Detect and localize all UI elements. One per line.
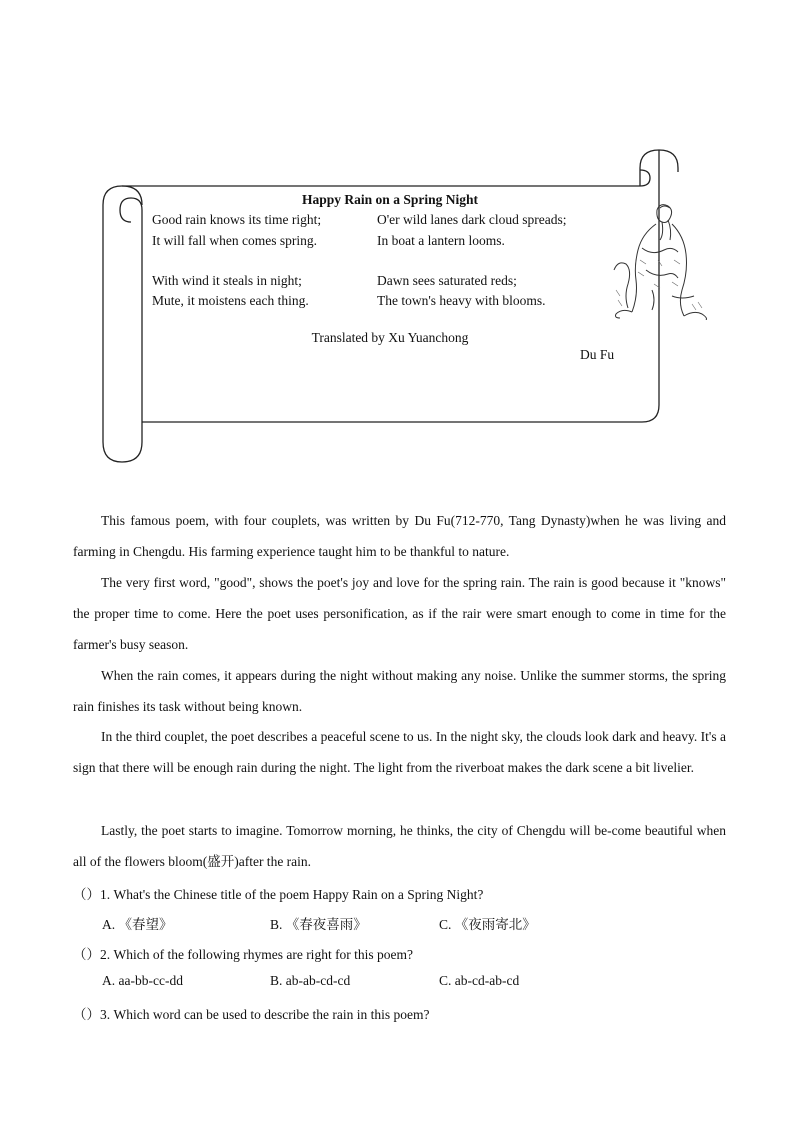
question-3: （）3. Which word can be used to describe the rain in this poem? [73, 1007, 430, 1022]
poem-line: It will fall when comes spring. [152, 233, 317, 248]
poem-translator: Translated by Xu Yuanchong [311, 330, 469, 345]
question-2: （）2. Which of the following rhymes are right for this poem? [73, 947, 414, 962]
poem-line: Dawn sees saturated reds; [377, 273, 517, 288]
option-c: C. 《夜雨寄北》 [439, 917, 536, 932]
poet-illustration [612, 200, 710, 320]
option-a: A. aa-bb-cc-dd [102, 973, 183, 988]
poem-author: Du Fu [580, 347, 615, 362]
question-1: （）1. What's the Chinese title of the poem Happy Rain on a Spring Night? [73, 887, 484, 902]
body-paragraph: Lastly, the poet starts to imagine. Tomorrow morning, he thinks, the city of Chengdu will be-come beautiful when all of the flowers bloom(盛开)after the rain. [73, 823, 726, 869]
body-paragraph: This famous poem, with four couplets, was written by Du Fu(712-770, Tang Dynasty)when he was living and farming in Chengdu. His farming experience taught him to be thankful to nature. [73, 513, 726, 559]
poem-line: With wind it steals in night; [152, 273, 302, 288]
poem-line: O'er wild lanes dark cloud spreads; [377, 212, 567, 227]
poem-line: Good rain knows its time right; [152, 212, 322, 227]
option-c: C. ab-cd-ab-cd [439, 973, 520, 988]
body-paragraph: In the third couplet, the poet describes a peaceful scene to us. In the night sky, the clouds look dark and heavy. It's a sign that there will be enough rain during the night. The light from the riverboat makes the dark scene a bit livelier. [73, 729, 726, 775]
body-paragraph: The very first word, "good", shows the poet's joy and love for the spring rain. The rain is good because it "knows" the proper time to come. Here the poet uses personification, as if the rair were smart enough to come in time for the farmer's busy season. [73, 575, 726, 652]
option-b: B. 《春夜喜雨》 [270, 917, 367, 932]
poem-line: In boat a lantern looms. [377, 233, 505, 248]
option-a: A. 《春望》 [102, 917, 173, 932]
body-paragraph: When the rain comes, it appears during the night without making any noise. Unlike the summer storms, the spring rain finishes its task without being known. [73, 668, 726, 714]
option-b: B. ab-ab-cd-cd [270, 973, 351, 988]
poem-title: Happy Rain on a Spring Night [302, 192, 478, 207]
poem-line: Mute, it moistens each thing. [152, 293, 309, 308]
poem-line: The town's heavy with blooms. [377, 293, 546, 308]
